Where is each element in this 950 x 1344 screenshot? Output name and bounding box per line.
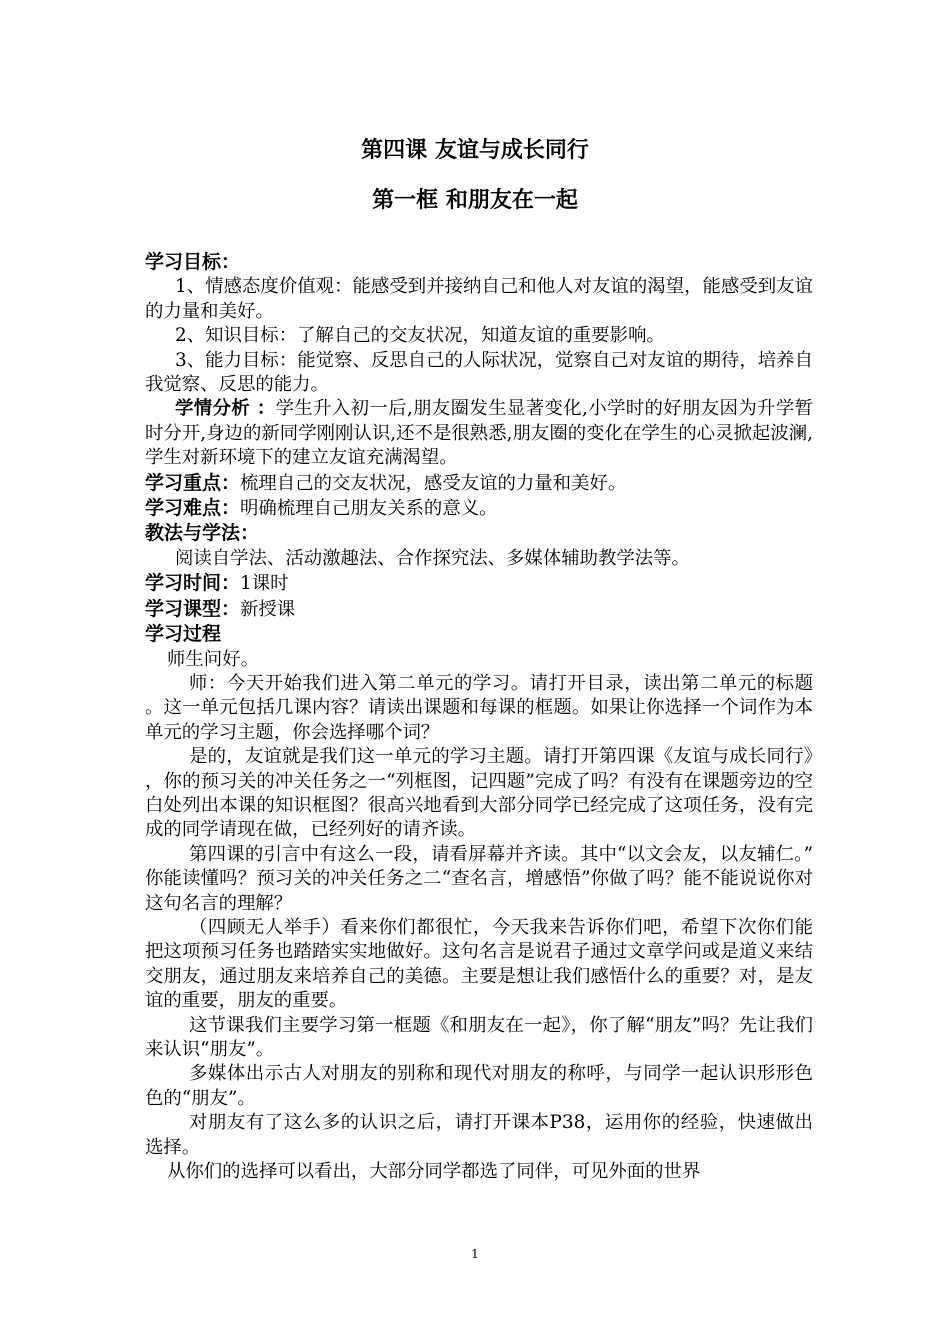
process-paragraph: 这节课我们主要学习第一框题《和朋友在一起》，你了解“朋友”吗？先让我们来认识“朋友”。 <box>145 1014 813 1060</box>
difficulty <box>145 496 813 521</box>
goal-item: 3、能力目标：能觉察、反思自己的人际状况，觉察自己对友谊的期待，培养自我觉察、反思的能力。 <box>145 349 813 396</box>
methods-heading <box>145 521 813 546</box>
student-analysis-text: 学生升入初一后,朋友圈发生显著变化,小学时的好朋友因为升学暂时分开,身边的新同学刚刚认识,还不是很熟悉,朋友圈的变化在学生的心灵掀起波澜,学生对新环境下的建立友谊充满渴望。 <box>145 398 813 469</box>
document-body <box>145 250 813 1184</box>
process-paragraph: 多媒体出示古人对朋友的别称和现代对朋友的称呼，与同学一起认识形形色色的“朋友”。 <box>145 1063 813 1109</box>
process-paragraph: （四顾无人举手）看来你们都很忙，今天我来告诉你们吧，希望下次你们能把这项预习任务也踏踏实实地做好。这句名言是说君子通过文章学问或是道义来结交朋友，通过朋友来培养自己的美德。主要是想让我们感悟什么的重要？对，是友谊的重要，朋友的重要。 <box>145 916 813 1012</box>
student-analysis <box>145 397 813 470</box>
lesson-type-label: 学习课型： <box>145 597 241 620</box>
process-last-line: 从你们的选择可以看出，大部分同学都选了同伴，可见外面的世界 <box>167 1161 701 1183</box>
key-point <box>145 471 813 496</box>
process-paragraph: 师：今天开始我们进入第二单元的学习。请打开目录，读出第二单元的标题。这一单元包括几课内容？请读出课题和每课的框题。如果让你选择一个词作为本单元的学习主题，你会选择哪个词？ <box>145 672 813 743</box>
lesson-title: 第四课 友谊与成长同行 <box>361 138 589 163</box>
study-time-label: 学习时间： <box>145 572 241 595</box>
study-time <box>145 571 813 596</box>
page-number: 1 <box>471 1247 479 1261</box>
process-paragraph: 第四课的引言中有这么一段，请看屏幕并齐读。其中“以文会友，以友辅仁。”你能读懂吗？预习关的冲关任务之二“查名言，增感悟”你做了吗？能不能说说你对这句名言的理解？ <box>145 843 813 914</box>
lesson-type-text: 新授课 <box>240 598 296 620</box>
process-paragraph: 对朋友有了这么多的认识之后，请打开课本P38，运用你的经验，快速做出选择。 <box>145 1112 813 1158</box>
process-greeting: 师生问好。 <box>167 648 259 670</box>
study-time-text: 1课时 <box>240 573 289 595</box>
section-subtitle: 第一框 和朋友在一起 <box>372 188 578 213</box>
process-paragraph: 是的，友谊就是我们这一单元的学习主题。请打开第四课《友谊与成长同行》，你的预习关的冲关任务之一“列框图，记四题”完成了吗？有没有在课题旁边的空白处列出本课的知识框图？很高兴地看到大部分同学已经完成了这项任务，没有完成的同学请现在做，已经列好的请齐读。 <box>145 746 813 841</box>
process-heading: 学习过程 <box>145 623 222 646</box>
goals-heading: 学习目标： <box>145 251 241 273</box>
key-point-text: 梳理自己的交友状况，感受友谊的力量和美好。 <box>240 472 627 494</box>
methods-label: 教法与学法： <box>145 522 260 545</box>
difficulty-label: 学习难点： <box>145 497 241 520</box>
goal-item: 2、知识目标：了解自己的交友状况，知道友谊的重要影响。 <box>175 325 665 347</box>
goal-item: 1、情感态度价值观：能感受到并接纳自己和他人对友谊的渴望，能感受到友谊的力量和美好。 <box>145 276 813 322</box>
methods-text: 阅读自学法、活动激趣法、合作探究法、多媒体辅助教学法等。 <box>175 547 690 569</box>
student-analysis-label: 学情分析 ： <box>175 398 276 420</box>
lesson-type <box>145 597 813 622</box>
key-point-label: 学习重点： <box>145 471 241 494</box>
difficulty-text: 明确梳理自己朋友关系的意义。 <box>240 498 498 520</box>
